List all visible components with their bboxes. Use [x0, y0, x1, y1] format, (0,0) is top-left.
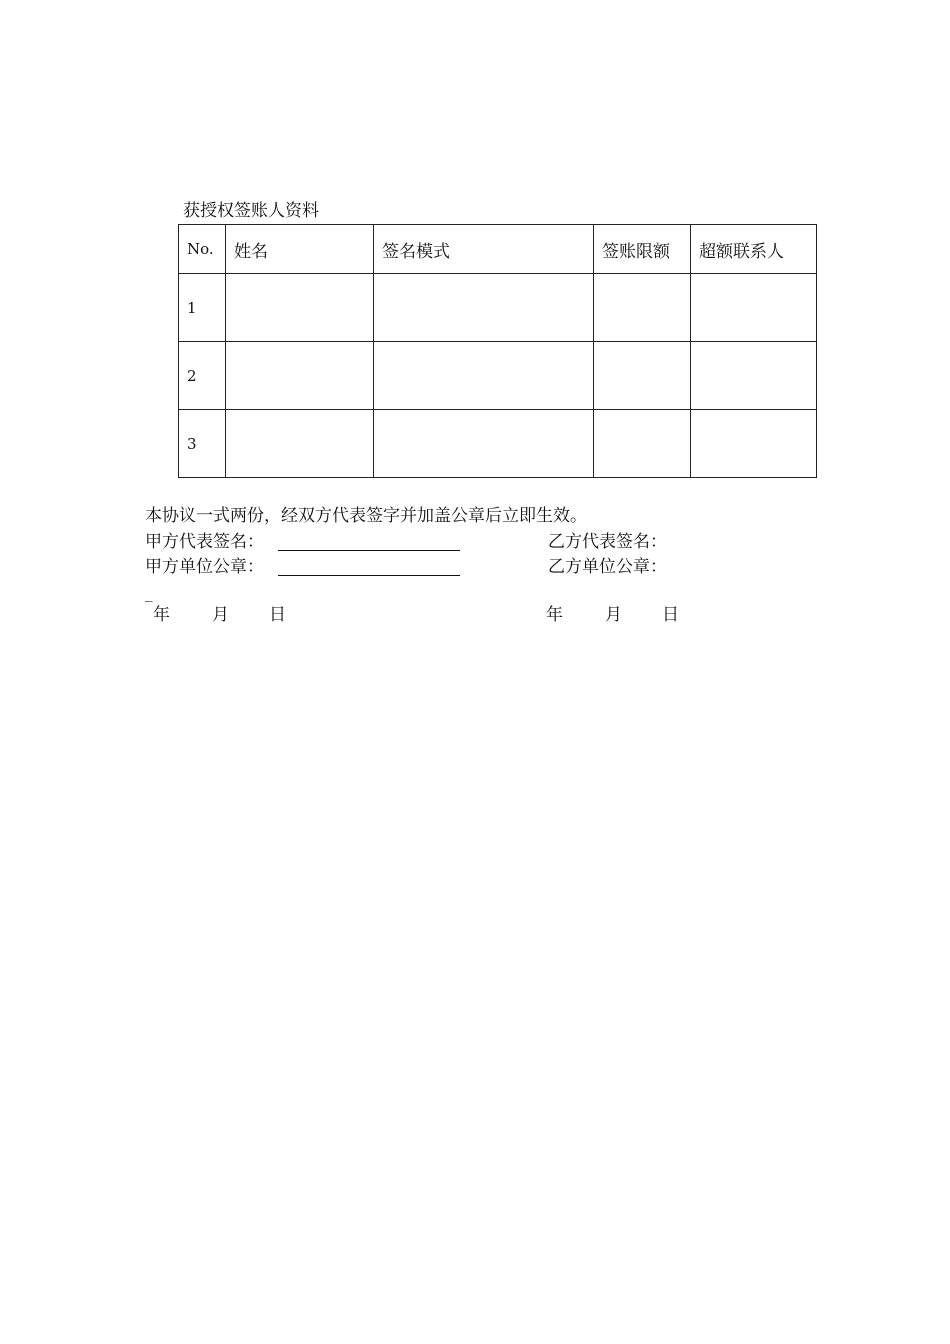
signature-mode-cell — [374, 342, 594, 410]
party-b-year-label: 年 — [546, 605, 563, 625]
row-number: 2 — [179, 342, 226, 410]
header-name: 姓名 — [226, 225, 374, 274]
limit-cell — [594, 274, 691, 342]
name-cell — [226, 410, 374, 478]
header-excess-contact: 超额联系人 — [691, 225, 817, 274]
limit-cell — [594, 410, 691, 478]
name-cell — [226, 274, 374, 342]
excess-contact-cell — [691, 410, 817, 478]
header-signing-limit: 签账限额 — [594, 225, 691, 274]
signature-mode-cell — [374, 274, 594, 342]
table-row — [179, 342, 817, 410]
agreement-statement: 本协议一式两份，经双方代表签字并加盖公章后立即生效。 — [145, 506, 587, 526]
limit-cell — [594, 342, 691, 410]
party-a-signature-label: 甲方代表签名： — [145, 532, 264, 552]
signature-row — [145, 531, 845, 555]
excess-contact-cell — [691, 342, 817, 410]
party-b-month-label: 月 — [605, 605, 622, 625]
name-cell — [226, 342, 374, 410]
party-b-seal-label: 乙方单位公章： — [548, 557, 667, 577]
header-no: No. — [179, 225, 226, 274]
excess-contact-cell — [691, 274, 817, 342]
header-signature-mode: 签名模式 — [374, 225, 594, 274]
party-a-seal-line — [278, 575, 460, 576]
party-a-year-label: 年 — [153, 605, 170, 625]
table-header-row — [179, 225, 817, 274]
party-b-signature-label: 乙方代表签名： — [548, 532, 667, 552]
table-row — [179, 410, 817, 478]
party-a-seal-label: 甲方单位公章： — [145, 557, 264, 577]
party-a-signature-line — [278, 550, 460, 551]
party-a-day-label: 日 — [269, 605, 286, 625]
seal-row — [145, 556, 845, 580]
party-b-day-label: 日 — [662, 605, 679, 625]
table-title: 获授权签账人资料 — [183, 201, 319, 221]
row-number: 1 — [179, 274, 226, 342]
stray-underscore: _ — [145, 584, 153, 602]
table-row — [179, 274, 817, 342]
row-number: 3 — [179, 410, 226, 478]
signature-mode-cell — [374, 410, 594, 478]
authorized-signers-table — [178, 224, 817, 478]
party-a-month-label: 月 — [212, 605, 229, 625]
